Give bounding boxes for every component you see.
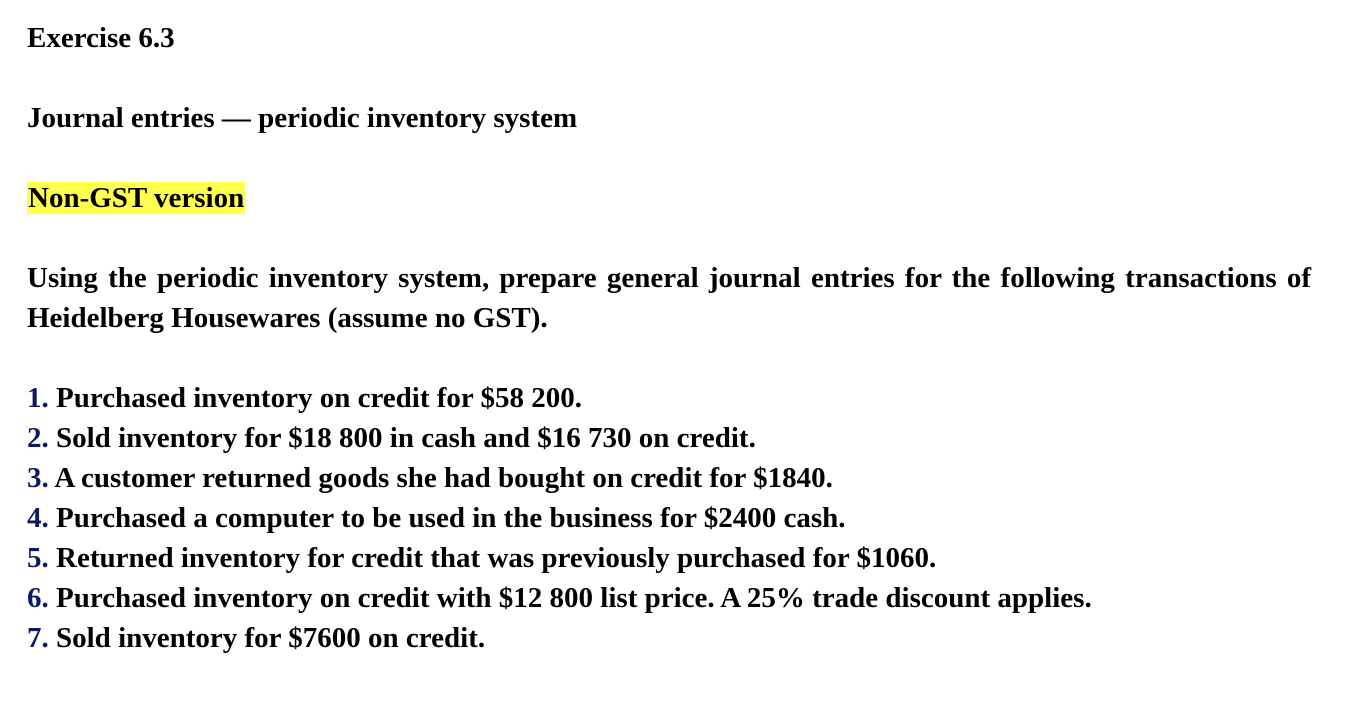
list-item xyxy=(27,418,1311,458)
exercise-title: Exercise 6.3 xyxy=(27,22,175,54)
list-item xyxy=(27,538,1311,578)
document-page xyxy=(27,18,1311,674)
item-number: 4. xyxy=(27,502,49,534)
list-item xyxy=(27,458,1311,498)
item-text: A customer returned goods she had bought on credit for $1840. xyxy=(54,462,833,494)
item-number: 6. xyxy=(27,582,49,614)
item-number: 7. xyxy=(27,622,49,654)
transaction-list xyxy=(27,378,1311,658)
item-text: Purchased a computer to be used in the business for $2400 cash. xyxy=(56,502,846,534)
version-highlight: Non-GST version xyxy=(28,182,245,214)
version-line xyxy=(27,178,1311,218)
item-number: 5. xyxy=(27,542,49,574)
list-item xyxy=(27,578,1311,618)
list-item xyxy=(27,378,1311,418)
item-text: Sold inventory for $7600 on credit. xyxy=(56,622,486,654)
exercise-instructions: Using the periodic inventory system, prepare general journal entries for the following transactions of Heidelberg Housewares (assume no GST). xyxy=(27,262,1311,334)
item-number: 1. xyxy=(27,382,49,414)
item-text: Sold inventory for $18 800 in cash and $16 730 on credit. xyxy=(56,422,756,454)
exercise-subtitle: Journal entries — periodic inventory system xyxy=(27,102,578,134)
item-text: Returned inventory for credit that was previously purchased for $1060. xyxy=(56,542,937,574)
item-number: 3. xyxy=(27,462,49,494)
list-item xyxy=(27,618,1311,658)
item-text: Purchased inventory on credit with $12 800 list price. A 25% trade discount applies. xyxy=(56,582,1092,614)
item-number: 2. xyxy=(27,422,49,454)
list-item xyxy=(27,498,1311,538)
item-text: Purchased inventory on credit for $58 200. xyxy=(56,382,583,414)
